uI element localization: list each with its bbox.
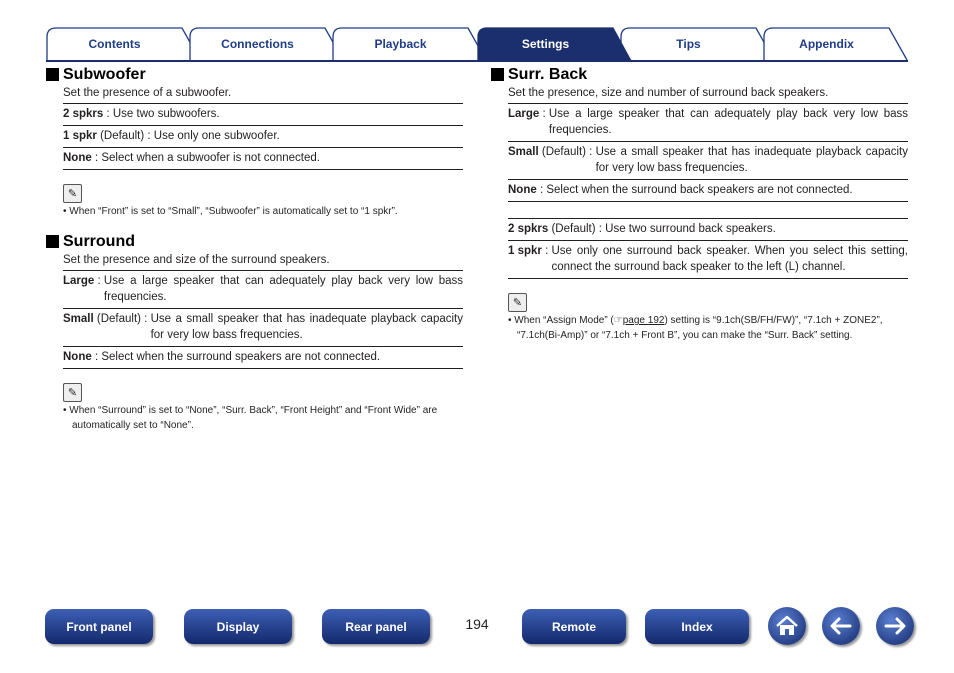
tab-label: Appendix xyxy=(799,37,854,51)
index-button[interactable]: Index xyxy=(645,609,749,644)
section-heading-subwoofer: Subwoofer xyxy=(45,64,463,86)
home-icon xyxy=(774,613,800,639)
tab-label: Playback xyxy=(374,37,427,51)
home-button[interactable] xyxy=(768,607,806,645)
tab-label: Settings xyxy=(521,37,570,51)
option-row: 2 spkrs : Use two subwoofers. xyxy=(63,103,463,125)
pencil-note-icon: ✎ xyxy=(508,293,527,312)
tab-connections[interactable] xyxy=(189,27,344,60)
page-number: 194 xyxy=(465,616,489,632)
pencil-note-icon: ✎ xyxy=(63,184,82,203)
tab-appendix[interactable] xyxy=(763,27,908,60)
note-text: • When “Assign Mode” (☞page 192) setting is “9.1ch(SB/FH/FW)”, “7.1ch + ZONE2”, “7.1ch(Bi-Amp)” or “7.1ch + Front B”, you can make the “Surr. Back” setting. xyxy=(508,315,883,341)
option-row: 1 spkr (Default) : Use only one subwoofer. xyxy=(63,125,463,147)
option-row: Small (Default) : Use a small speaker that has inadequate playback capacity for very low bass frequencies. xyxy=(63,308,463,346)
note-block xyxy=(63,383,463,433)
right-column xyxy=(508,64,908,343)
tab-contents[interactable] xyxy=(46,27,201,60)
option-row: Large : Use a large speaker that can adequately play back very low bass frequencies. xyxy=(508,103,908,141)
tab-label: Contents xyxy=(88,37,141,51)
option-row: Large : Use a large speaker that can adequately play back very low bass frequencies. xyxy=(63,270,463,308)
section-heading-surr-back: Surr. Back xyxy=(490,64,908,86)
note-block xyxy=(508,293,908,343)
option-row: None : Select when the surround back speakers are not connected. xyxy=(508,179,908,202)
back-button[interactable] xyxy=(822,607,860,645)
tab-settings[interactable] xyxy=(477,27,632,60)
square-bullet-icon xyxy=(491,68,504,81)
section-description: Set the presence of a subwoofer. xyxy=(63,87,232,99)
note-text: • When “Surround” is set to “None”, “Surr. Back”, “Front Height” and “Front Wide” are automatically set to “None”. xyxy=(63,405,438,431)
option-row: None : Select when a subwoofer is not connected. xyxy=(63,147,463,170)
tab-label: Connections xyxy=(221,37,294,51)
section-description: Set the presence, size and number of surround back speakers. xyxy=(508,87,829,99)
section-heading-surround: Surround xyxy=(45,231,463,253)
option-row: None : Select when the surround speakers are not connected. xyxy=(63,346,463,369)
display-button[interactable]: Display xyxy=(184,609,292,644)
section-description: Set the presence and size of the surround speakers. xyxy=(63,254,330,266)
option-row: 2 spkrs (Default) : Use two surround back speakers. xyxy=(508,218,908,240)
square-bullet-icon xyxy=(46,68,59,81)
square-bullet-icon xyxy=(46,235,59,248)
rear-panel-button[interactable]: Rear panel xyxy=(322,609,430,644)
left-column xyxy=(63,64,463,433)
front-panel-button[interactable]: Front panel xyxy=(45,609,153,644)
forward-button[interactable] xyxy=(876,607,914,645)
tab-label: Tips xyxy=(676,37,701,51)
pencil-note-icon: ✎ xyxy=(63,383,82,402)
note-text: • When “Front” is set to “Small”, “Subwoofer” is automatically set to “1 spkr”. xyxy=(63,206,398,217)
option-row: Small (Default) : Use a small speaker that has inadequate playback capacity for very low bass frequencies. xyxy=(508,141,908,179)
back-arrow-icon xyxy=(828,613,854,639)
tab-underline xyxy=(46,60,908,62)
page-ref-icon: ☞ xyxy=(613,315,623,326)
option-row: 1 spkr : Use only one surround back speaker. When you select this setting, connect the surround back speaker to the left (L) channel. xyxy=(508,240,908,279)
tab-bar xyxy=(46,27,908,61)
page-link[interactable]: page 192 xyxy=(622,315,665,326)
note-block xyxy=(63,184,463,219)
remote-button[interactable]: Remote xyxy=(522,609,626,644)
tab-playback[interactable] xyxy=(332,27,487,60)
forward-arrow-icon xyxy=(882,613,908,639)
tab-tips[interactable] xyxy=(620,27,775,60)
